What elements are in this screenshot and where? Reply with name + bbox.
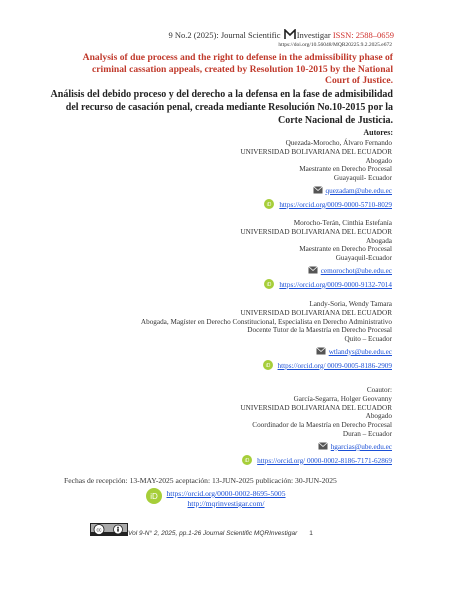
envelope-icon bbox=[308, 266, 318, 274]
svg-text:iD: iD bbox=[265, 362, 270, 369]
author-name: Morocho-Terán, Cinthia Estefanía bbox=[293, 219, 392, 227]
author-name: García-Segarra, Holger Geovanny bbox=[293, 394, 392, 403]
author-block bbox=[32, 300, 392, 371]
author-email-link[interactable]: cemorochot@ube.edu.ec bbox=[320, 266, 392, 275]
author-degree: Abogado bbox=[365, 156, 392, 165]
footer-citation bbox=[128, 530, 313, 537]
orcid-icon bbox=[263, 360, 273, 370]
author-role: Maestrante en Derecho Procesal bbox=[299, 245, 392, 254]
title-spanish: Análisis del debido proceso y del derecho a la defensa en la fase de admisibilidad del recurso de casación penal, creada mediante Resolución No.10-2015 por la Corte Nacional de Justicia. bbox=[50, 89, 393, 126]
author-degree: Abogado bbox=[365, 412, 392, 421]
author-orcid-link[interactable]: https://orcid.org/ 0009-0005-8186-2909 bbox=[277, 361, 392, 370]
svg-text:iD: iD bbox=[244, 457, 250, 464]
author-location: Guayaquil-Ecuador bbox=[335, 254, 392, 263]
author-email-link[interactable]: hgarcias@ube.edu.ec bbox=[330, 442, 392, 451]
title-english: Analysis of due process and the right to defense in the admissibility phase of criminal cassation appeals, created by Resolution 10-2015 by the National Court of Justice. bbox=[82, 52, 393, 87]
author-location: Quito – Ecuador bbox=[344, 335, 392, 344]
author-name: Quezada-Morocho, Álvaro Fernando bbox=[285, 139, 392, 147]
doi-link[interactable]: https://doi.org/10.56048/MQR20225.9.2.2025.e672 bbox=[278, 42, 392, 48]
author-affiliation: UNIVERSIDAD BOLIVARIANA DEL ECUADOR bbox=[240, 147, 392, 156]
author-affiliation: UNIVERSIDAD BOLIVARIANA DEL ECUADOR bbox=[240, 227, 392, 236]
footer-links bbox=[0, 489, 452, 509]
author-role: Coordinador de la Maestría en Derecho Procesal bbox=[252, 421, 392, 430]
svg-text:iD: iD bbox=[266, 281, 272, 288]
mqr-logo-icon bbox=[284, 29, 296, 40]
publication-dates: Fechas de recepción: 13-MAY-2025 aceptación: 13-JUN-2025 publicación: 30-JUN-2025 bbox=[64, 476, 337, 485]
editor-orcid-link[interactable]: https://orcid.org/0000-0002-8695-5005 bbox=[166, 489, 286, 498]
author-orcid-link[interactable]: https://orcid.org/0009-0000-9132-7014 bbox=[279, 280, 392, 289]
author-degree: Abogada bbox=[366, 236, 392, 245]
svg-text:iD: iD bbox=[150, 492, 158, 501]
author-email-link[interactable]: quezadam@ube.edu.ec bbox=[325, 186, 392, 195]
orcid-icon bbox=[264, 199, 274, 209]
journal-header bbox=[168, 29, 394, 40]
author-orcid-link[interactable]: https://orcid.org/ 0000-0002-8186-7171-62869 bbox=[257, 456, 392, 465]
svg-text:cc: cc bbox=[96, 527, 102, 534]
author-location: Guayaquil- Ecuador bbox=[333, 174, 392, 183]
journal-website-link[interactable]: http://mqrinvestigar.com/ bbox=[187, 499, 265, 508]
author-email-link[interactable]: wtlandys@ube.edu.ec bbox=[328, 347, 392, 356]
issn-text: ISSN: 2588–0659 bbox=[332, 30, 394, 40]
author-role: Maestrante en Derecho Procesal bbox=[299, 165, 392, 174]
orcid-icon bbox=[264, 279, 274, 289]
journal-header-text: 9 No.2 (2025): Journal Scientific bbox=[168, 30, 281, 40]
author-orcid-link[interactable]: https://orcid.org/0009-0000-5710-8029 bbox=[279, 200, 392, 209]
orcid-icon bbox=[242, 455, 252, 465]
svg-text:iD: iD bbox=[266, 201, 272, 208]
author-location: Duran – Ecuador bbox=[342, 429, 392, 438]
coauthor-block bbox=[32, 386, 392, 465]
authors-label: Autores: bbox=[363, 128, 393, 137]
coauthor-label: Coautor: bbox=[366, 386, 392, 394]
journal-brand: Investigar bbox=[296, 30, 331, 40]
author-name: Landy-Soria, Wendy Tamara bbox=[309, 300, 392, 308]
author-block bbox=[32, 219, 392, 290]
page-number: 1 bbox=[309, 530, 313, 537]
envelope-icon bbox=[313, 186, 323, 194]
envelope-icon bbox=[316, 347, 326, 355]
author-role: Docente Tutor de la Maestría en Derecho Procesal bbox=[247, 326, 392, 335]
creative-commons-badge-icon bbox=[90, 523, 128, 536]
footer-citation-text: Vol 9-N° 2, 2025, pp.1-26 Journal Scientific MQRInvestigar bbox=[128, 530, 298, 537]
author-degree: Abogada, Magíster en Derecho Constitucional, Especialista en Derecho Administrativo bbox=[140, 317, 392, 326]
author-affiliation: UNIVERSIDAD BOLIVARIANA DEL ECUADOR bbox=[240, 403, 392, 412]
envelope-icon bbox=[318, 442, 328, 450]
author-affiliation: UNIVERSIDAD BOLIVARIANA DEL ECUADOR bbox=[240, 308, 392, 317]
author-block bbox=[32, 139, 392, 210]
